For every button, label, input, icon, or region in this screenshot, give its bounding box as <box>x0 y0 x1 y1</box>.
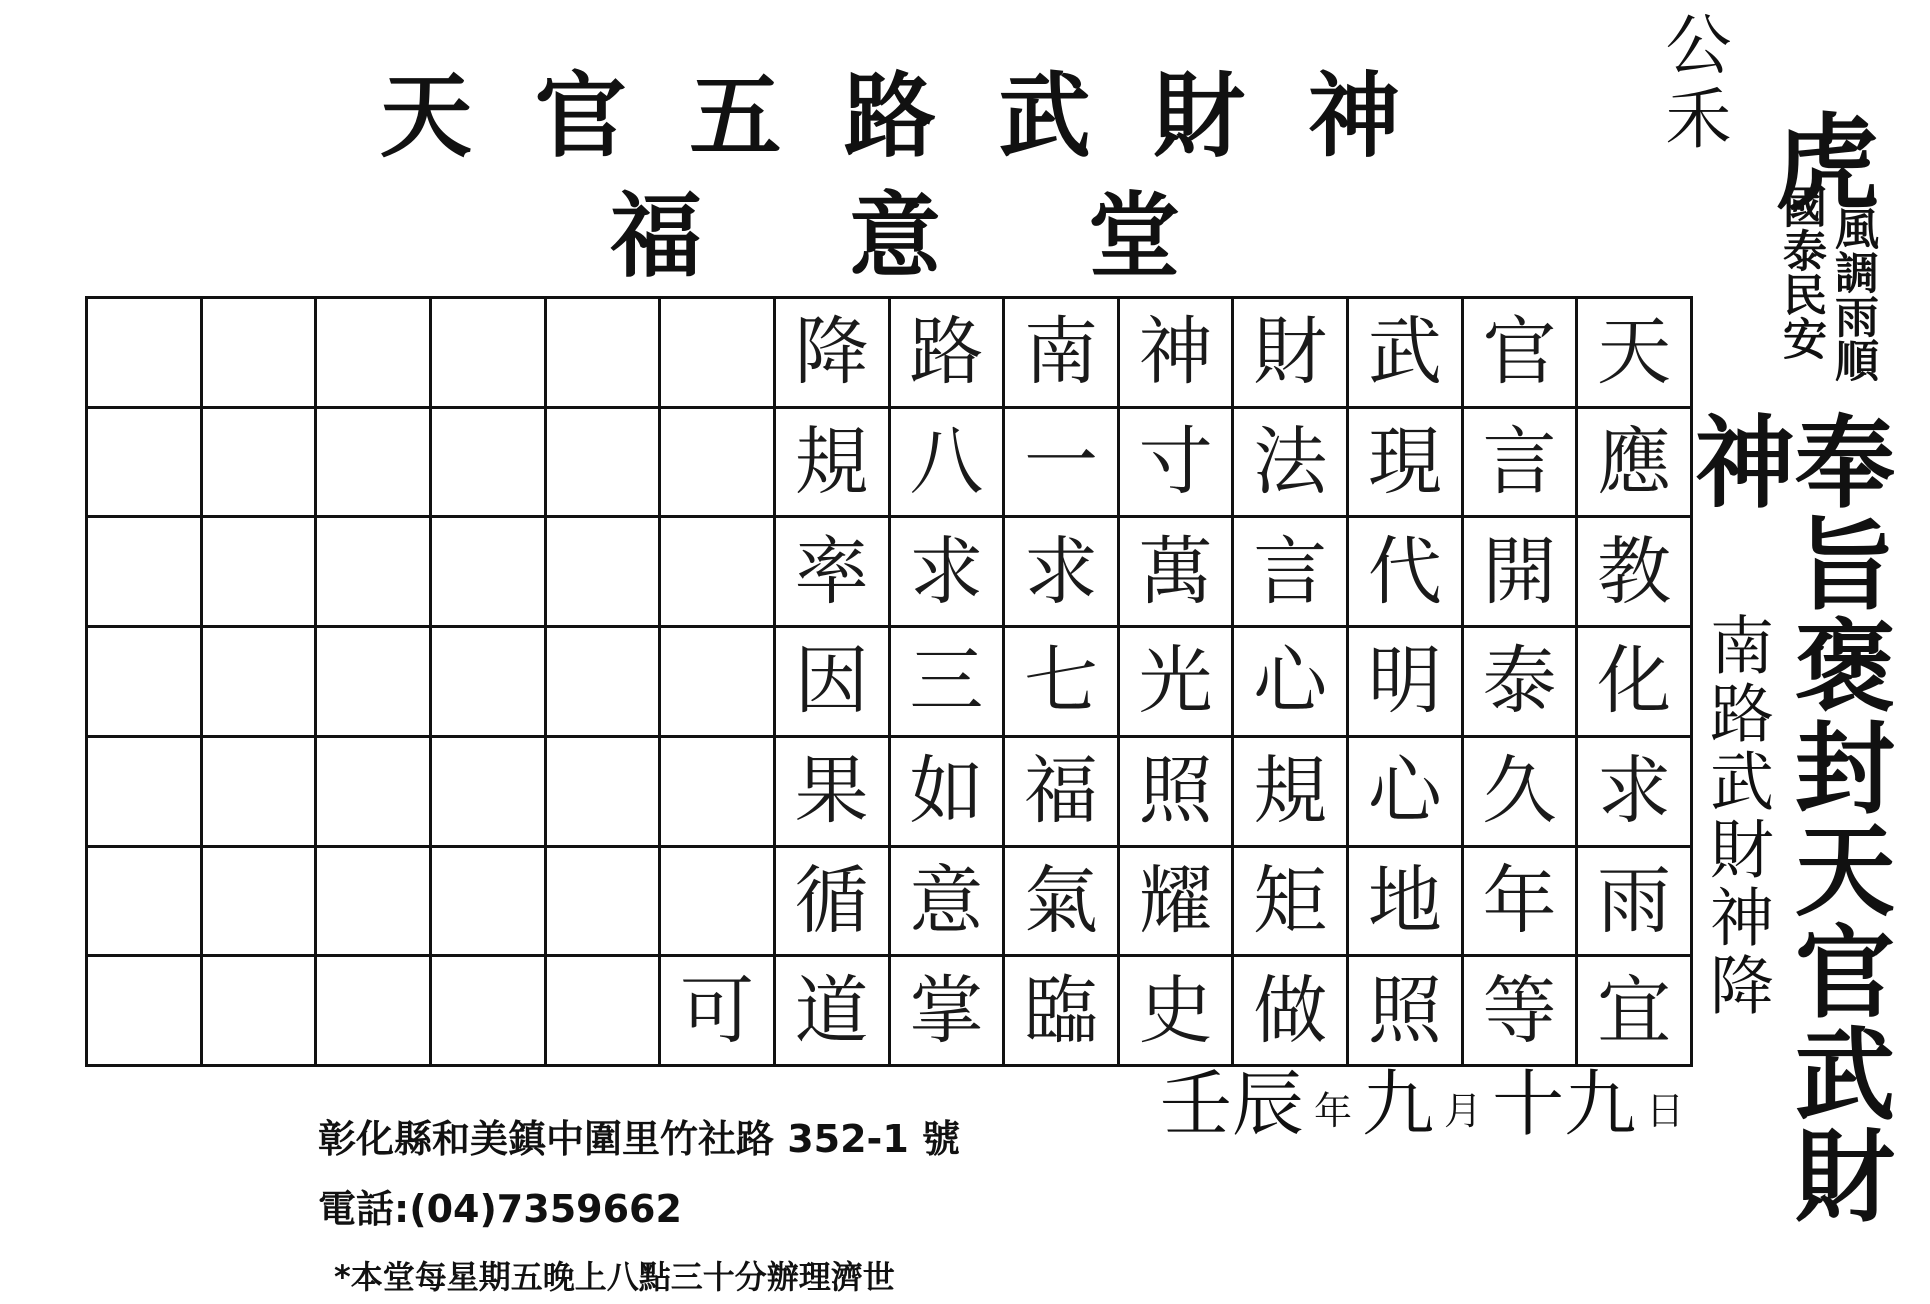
grid-cell: 降 <box>776 299 891 409</box>
grid-cell: 率 <box>776 518 891 628</box>
grid-cell <box>317 628 432 738</box>
grid-cell: 因 <box>776 628 891 738</box>
grid-cell <box>547 957 662 1067</box>
grid-cell: 道 <box>776 957 891 1067</box>
date-month: 九 <box>1362 1062 1435 1146</box>
grid-cell: 求 <box>1578 738 1693 848</box>
grid-cell: 臨 <box>1005 957 1120 1067</box>
date-day: 十九 <box>1492 1062 1637 1146</box>
title-char: 路 <box>843 62 936 170</box>
grid-cell: 泰 <box>1464 628 1579 738</box>
grid-cell <box>203 628 318 738</box>
grid-cell: 天 <box>1578 299 1693 409</box>
grid-cell: 循 <box>776 848 891 958</box>
grid-cell <box>88 628 203 738</box>
grid-cell <box>661 518 776 628</box>
grid-cell: 三 <box>891 628 1006 738</box>
grid-cell: 掌 <box>891 957 1006 1067</box>
grid-cell: 武 <box>1349 299 1464 409</box>
grid-cell <box>547 738 662 848</box>
gong-he-mark: 公禾 <box>1654 10 1731 158</box>
title-char: 官 <box>534 62 627 170</box>
title-char: 五 <box>689 62 782 170</box>
grid-cell: 福 <box>1005 738 1120 848</box>
grid-cell: 化 <box>1578 628 1693 738</box>
grid-cell: 開 <box>1464 518 1579 628</box>
grid-cell: 果 <box>776 738 891 848</box>
grid-cell: 久 <box>1464 738 1579 848</box>
grid-cell <box>88 738 203 848</box>
grid-cell <box>317 518 432 628</box>
grid-cell: 現 <box>1349 409 1464 519</box>
grid-cell: 七 <box>1005 628 1120 738</box>
grid-cell <box>203 409 318 519</box>
grid-cell: 氣 <box>1005 848 1120 958</box>
grid-cell <box>203 518 318 628</box>
grid-cell <box>88 957 203 1067</box>
blessing-guo-tai: 國泰民安 <box>1775 184 1826 360</box>
title-char: 神 <box>1307 62 1400 170</box>
grid-cell: 求 <box>891 518 1006 628</box>
blessing-feng-tiao: 風調雨順 <box>1827 206 1878 382</box>
grid-cell: 宜 <box>1578 957 1693 1067</box>
grid-cell <box>547 409 662 519</box>
date-year: 壬辰 <box>1160 1062 1305 1146</box>
grid-cell: 代 <box>1349 518 1464 628</box>
verse-grid <box>85 296 1693 1067</box>
grid-cell: 言 <box>1464 409 1579 519</box>
grid-cell <box>547 518 662 628</box>
date-day-unit: 日 <box>1646 1089 1685 1133</box>
service-note: *本堂每星期五晚上八點三十分辦理濟世 <box>334 1258 895 1296</box>
date-year-unit: 年 <box>1314 1089 1353 1133</box>
grid-cell: 矩 <box>1234 848 1349 958</box>
grid-cell <box>317 957 432 1067</box>
grid-cell <box>661 409 776 519</box>
title-char: 天 <box>380 62 473 170</box>
grid-cell <box>88 409 203 519</box>
grid-cell: 如 <box>891 738 1006 848</box>
grid-cell: 光 <box>1120 628 1235 738</box>
grid-cell: 等 <box>1464 957 1579 1067</box>
grid-cell <box>432 409 547 519</box>
grid-cell: 官 <box>1464 299 1579 409</box>
subtitle-char: 堂 <box>1087 182 1180 290</box>
grid-cell: 照 <box>1120 738 1235 848</box>
grid-cell: 教 <box>1578 518 1693 628</box>
grid-cell: 法 <box>1234 409 1349 519</box>
grid-cell: 可 <box>661 957 776 1067</box>
grid-cell <box>432 848 547 958</box>
grid-cell: 雨 <box>1578 848 1693 958</box>
grid-cell: 做 <box>1234 957 1349 1067</box>
subtitle-char: 福 <box>610 182 703 290</box>
grid-cell: 史 <box>1120 957 1235 1067</box>
grid-cell: 路 <box>891 299 1006 409</box>
descended-signature: 南路武財神降 <box>1699 612 1773 1020</box>
grid-cell <box>661 738 776 848</box>
grid-cell <box>432 738 547 848</box>
grid-cell <box>203 957 318 1067</box>
title-char: 財 <box>1153 62 1246 170</box>
grid-cell <box>661 848 776 958</box>
grid-cell <box>432 299 547 409</box>
grid-cell: 照 <box>1349 957 1464 1067</box>
grid-cell <box>661 299 776 409</box>
grid-cell <box>88 299 203 409</box>
grid-cell <box>203 848 318 958</box>
temple-name <box>610 182 1180 290</box>
address: 彰化縣和美鎮中圍里竹社路 352-1 號 <box>318 1117 960 1161</box>
title-char: 武 <box>998 62 1091 170</box>
grid-cell: 規 <box>1234 738 1349 848</box>
grid-cell <box>547 299 662 409</box>
grid-cell: 心 <box>1234 628 1349 738</box>
grid-cell: 規 <box>776 409 891 519</box>
grid-cell <box>88 518 203 628</box>
grid-cell: 求 <box>1005 518 1120 628</box>
grid-cell <box>88 848 203 958</box>
grid-cell: 寸 <box>1120 409 1235 519</box>
grid-cell <box>203 299 318 409</box>
grid-cell <box>432 518 547 628</box>
grid-cell <box>661 628 776 738</box>
page-title <box>380 62 1400 170</box>
grid-cell <box>317 848 432 958</box>
hu-heading: 虎 <box>1757 108 1879 212</box>
grid-cell <box>317 299 432 409</box>
grid-cell: 地 <box>1349 848 1464 958</box>
decree-title: 奉旨褒封天官武財神 <box>1678 410 1895 1226</box>
grid-cell: 萬 <box>1120 518 1235 628</box>
grid-cell <box>317 409 432 519</box>
grid-cell: 耀 <box>1120 848 1235 958</box>
grid-cell: 神 <box>1120 299 1235 409</box>
grid-cell: 年 <box>1464 848 1579 958</box>
grid-cell: 應 <box>1578 409 1693 519</box>
grid-cell: 心 <box>1349 738 1464 848</box>
grid-cell: 八 <box>891 409 1006 519</box>
grid-cell: 一 <box>1005 409 1120 519</box>
date-month-unit: 月 <box>1444 1089 1483 1133</box>
grid-cell: 明 <box>1349 628 1464 738</box>
grid-cell <box>547 848 662 958</box>
grid-cell <box>432 628 547 738</box>
grid-cell <box>317 738 432 848</box>
grid-cell: 意 <box>891 848 1006 958</box>
grid-cell: 財 <box>1234 299 1349 409</box>
phone: 電話:(04)7359662 <box>318 1187 682 1231</box>
grid-cell: 言 <box>1234 518 1349 628</box>
grid-cell: 南 <box>1005 299 1120 409</box>
subtitle-char: 意 <box>848 182 941 290</box>
grid-cell <box>432 957 547 1067</box>
grid-cell <box>203 738 318 848</box>
date-line <box>1160 1062 1685 1146</box>
grid-cell <box>547 628 662 738</box>
